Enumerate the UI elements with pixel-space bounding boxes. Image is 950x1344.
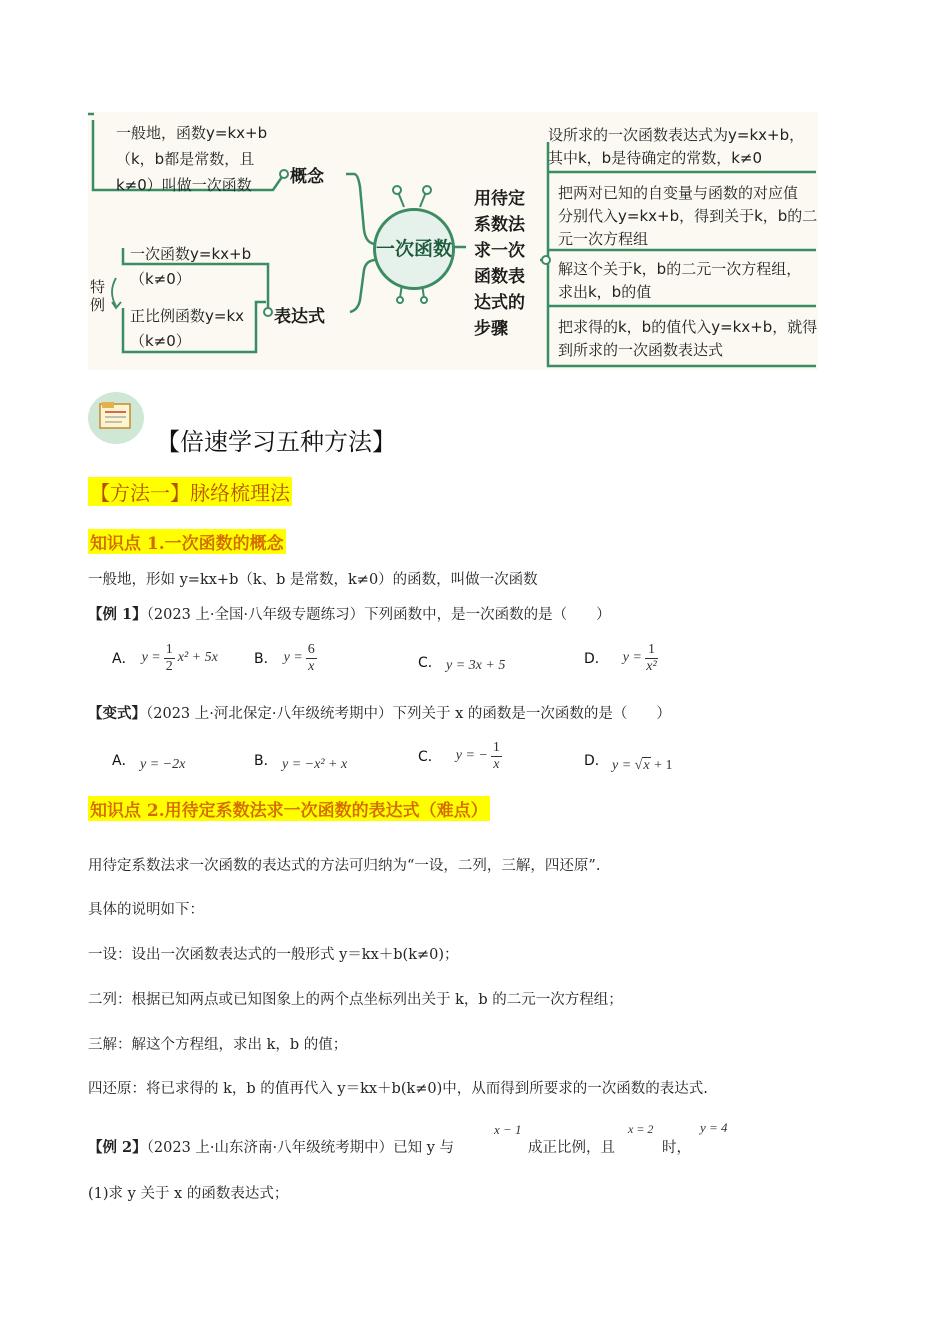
example-2-stem (88, 1136, 454, 1157)
option-a[interactable]: A． y = $\frac{1}{2}$ x² + 5x (112, 641, 218, 674)
kp2-paragraph: 四还原：将已求得的 k，b 的值再代入 y＝kx＋b(k≠0)中，从而得到所要求的一次函数的表达式. (88, 1081, 708, 1097)
example-2-source: （2023 上·山东济南·八年级统考期中） (146, 1140, 394, 1156)
example-2-expr-y-eq-4: y = 4 (700, 1120, 728, 1135)
variant-question: 下列关于 x 的函数是一次函数的是（ ） (392, 706, 671, 722)
variant-source: （2023 上·河北保定·八年级统考期中） (146, 706, 393, 722)
variant-options: A． y = −2x B． y = −x² + x C． y = − $\frac{1}{x}$ D． y = √x + 1 (112, 732, 872, 780)
example-1-options: A． y = $\frac{1}{2}$ x² + 5x B． y = $\frac{6}{x}$ C． y = 3x + 5 D． y = $\frac{1}{\text{x²}}$ (112, 634, 872, 682)
knowledge-point-1-title: 知识点 1.一次函数的概念 (88, 529, 286, 554)
fraction: $\frac{1}{2}$ (165, 641, 173, 674)
option-b[interactable]: B． y = $\frac{6}{x}$ (254, 641, 315, 674)
book-icon (88, 392, 144, 444)
example-1-question: 下列函数中，是一次函数的是（ ） (364, 607, 611, 623)
kp1-definition: 一般地，形如 y=kx+b（k、b 是常数，k≠0）的函数，叫做一次函数 (88, 572, 538, 588)
section-title: 【倍速学习五种方法】 (156, 428, 396, 456)
example-1-source: （2023 上·全国·八年级专题练习） (146, 607, 365, 623)
option-c[interactable]: C． y = − $\frac{1}{x}$ (418, 739, 500, 772)
step-3: 解这个关于k，b的二元一次方程组， 求出k，b的值 (558, 260, 802, 301)
example-1-stem (88, 603, 611, 624)
example-2-expr-x-minus-1: x − 1 (494, 1122, 522, 1137)
fraction: $\frac{1}{x}$ (492, 739, 500, 772)
variant-stem (88, 702, 671, 723)
example-2-expr-x-eq-2: x = 2 (628, 1122, 654, 1136)
example-2-text: 时， (662, 1140, 691, 1156)
example-2-text: 成正比例，且 (528, 1140, 615, 1156)
method-label: 用待定 系数法 求一次 函数表 达式的 步骤 (474, 189, 525, 339)
method-title: 【方法一】脉络梳理法 (88, 477, 292, 506)
kp2-paragraph: 具体的说明如下： (88, 902, 204, 918)
concept-node: 概念 (290, 167, 324, 187)
variant-tag: 【变式】 (88, 705, 146, 722)
example-2-subquestion-1: (1)求 y 关于 x 的函数表达式； (88, 1186, 289, 1202)
example-1-tag: 【例 1】 (88, 606, 147, 623)
concept-description: 一般地，函数y=kx+b （k，b都是常数，且 k≠0）叫做一次函数 (116, 124, 268, 194)
example-2-text: 已知 y 与 (393, 1140, 455, 1156)
kp2-paragraph: 三解：解这个方程组，求出 k，b 的值； (88, 1037, 348, 1053)
step-2: 把两对已知的自变量与函数的对应值 分别代入y=kx+b，得到关于k，b的二 元一次方程组 (558, 184, 818, 248)
general-form: 一次函数y=kx+b （k≠0） (130, 245, 252, 288)
step-1: 设所求的一次函数表达式为y=kx+b， 其中k，b是待确定的常数，k≠0 (548, 126, 805, 167)
knowledge-point-2-title: 知识点 2.用待定系数法求一次函数的表达式（难点） (88, 796, 490, 821)
proportional-form: 正比例函数y=kx （k≠0） (130, 307, 245, 350)
fraction: $\frac{6}{x}$ (307, 641, 315, 674)
kp2-paragraph: 用待定系数法求一次函数的表达式的方法可归纳为“一设，二列，三解，四还原”. (88, 858, 601, 874)
special-label: 特例 (90, 278, 106, 314)
kp2-paragraph: 二列：根据已知两点或已知图象上的两个点坐标列出关于 k，b 的二元一次方程组； (88, 992, 623, 1008)
step-4: 把求得的k，b的值代入y=kx+b，就得 到所求的一次函数表达式 (558, 318, 818, 359)
option-d[interactable]: D． y = $\frac{1}{\text{x²}}$ (584, 641, 657, 674)
center-node: 一次函数 (373, 208, 455, 290)
kp2-paragraph: 一设：设出一次函数表达式的一般形式 y＝kx＋b(k≠0)； (88, 947, 459, 963)
example-2-tag: 【例 2】 (88, 1139, 147, 1156)
fraction: $\frac{1}{\text{x²}}$ (646, 641, 657, 674)
expression-node: 表达式 (274, 307, 325, 327)
mind-map (88, 112, 818, 370)
